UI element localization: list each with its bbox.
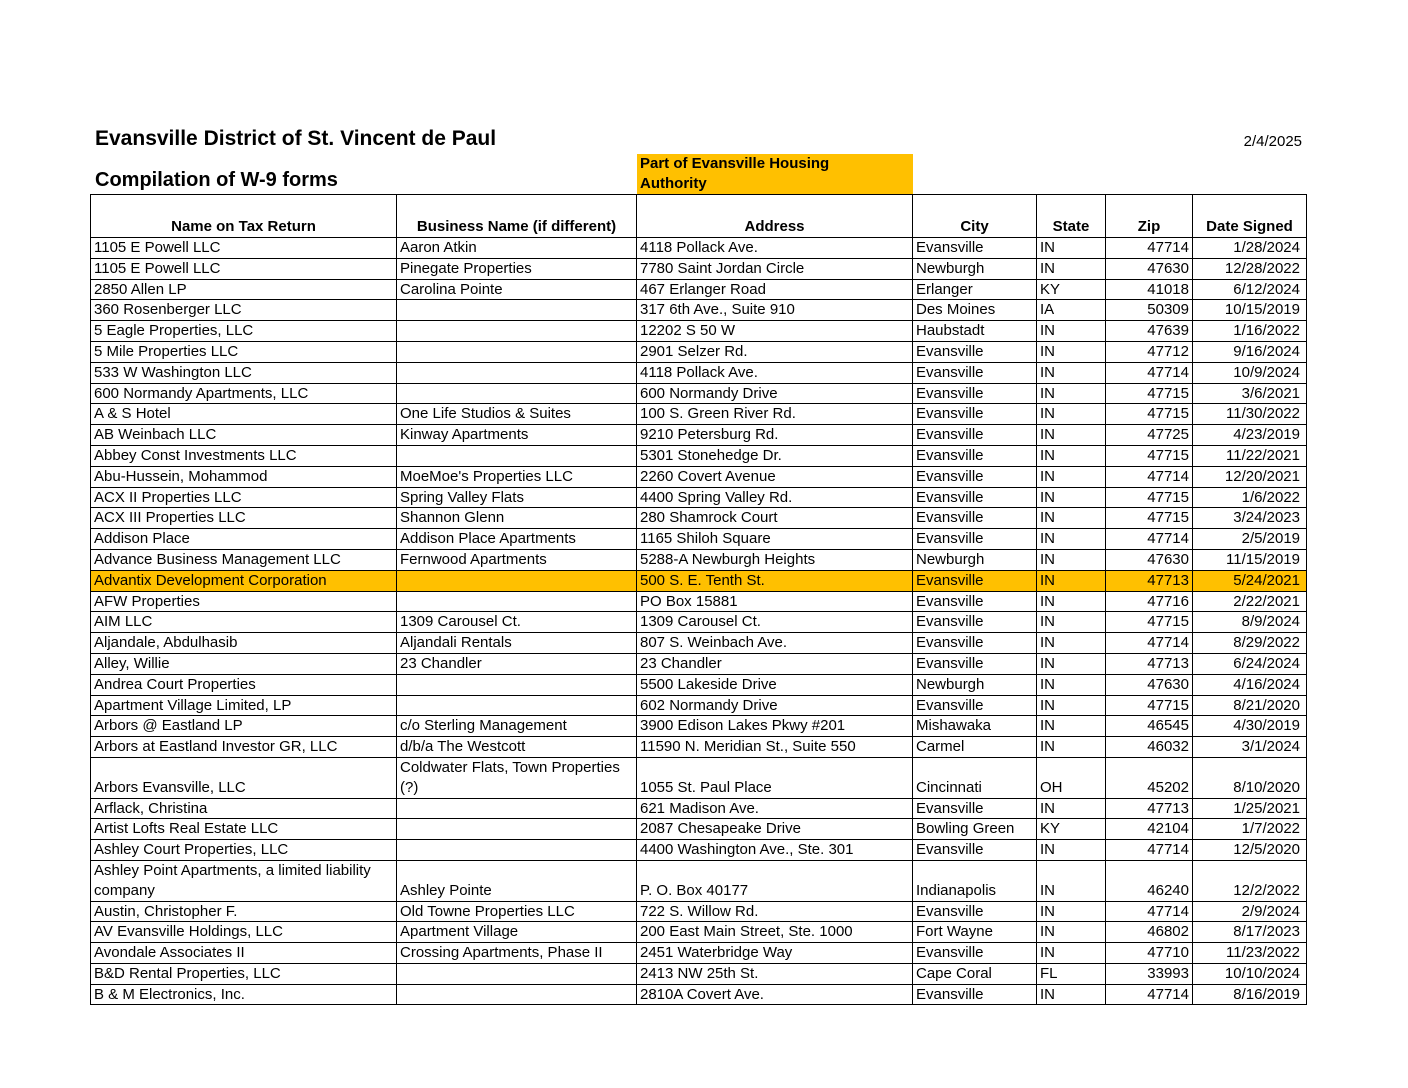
table-row xyxy=(91,840,1307,861)
cell-state: IN xyxy=(1037,984,1106,1005)
cell-name: Advance Business Management LLC xyxy=(91,549,397,570)
cell-address: 2087 Chesapeake Drive xyxy=(637,819,913,840)
housing-authority-note: Part of Evansville Housing Authority xyxy=(637,154,913,194)
cell-zip: 47713 xyxy=(1106,653,1193,674)
w9-table xyxy=(90,194,1307,1005)
cell-state: IN xyxy=(1037,321,1106,342)
cell-date-signed: 12/2/2022 xyxy=(1193,860,1307,901)
cell-date-signed: 4/30/2019 xyxy=(1193,716,1307,737)
cell-name: 5 Eagle Properties, LLC xyxy=(91,321,397,342)
table-row xyxy=(91,466,1307,487)
cell-business-name xyxy=(397,819,637,840)
cell-business-name xyxy=(397,383,637,404)
cell-zip: 47713 xyxy=(1106,570,1193,591)
table-row xyxy=(91,508,1307,529)
cell-business-name xyxy=(397,963,637,984)
cell-state: IN xyxy=(1037,549,1106,570)
cell-zip: 47714 xyxy=(1106,840,1193,861)
table-row xyxy=(91,716,1307,737)
table-row xyxy=(91,591,1307,612)
column-header-city: City xyxy=(913,195,1037,238)
cell-city: Carmel xyxy=(913,737,1037,758)
cell-address: 5288-A Newburgh Heights xyxy=(637,549,913,570)
cell-name: AIM LLC xyxy=(91,612,397,633)
table-row xyxy=(91,860,1307,901)
table-row xyxy=(91,943,1307,964)
report-date: 2/4/2025 xyxy=(1243,133,1302,150)
cell-city: Evansville xyxy=(913,508,1037,529)
cell-city: Fort Wayne xyxy=(913,922,1037,943)
cell-business-name xyxy=(397,674,637,695)
cell-state: KY xyxy=(1037,279,1106,300)
cell-business-name: Spring Valley Flats xyxy=(397,487,637,508)
cell-city: Bowling Green xyxy=(913,819,1037,840)
cell-state: IN xyxy=(1037,633,1106,654)
cell-state: IN xyxy=(1037,445,1106,466)
cell-zip: 46032 xyxy=(1106,737,1193,758)
table-row xyxy=(91,362,1307,383)
cell-zip: 47714 xyxy=(1106,466,1193,487)
column-header-business: Business Name (if different) xyxy=(397,195,637,238)
cell-zip: 47710 xyxy=(1106,943,1193,964)
table-row xyxy=(91,549,1307,570)
cell-city: Newburgh xyxy=(913,674,1037,695)
table-row xyxy=(91,798,1307,819)
cell-name: 600 Normandy Apartments, LLC xyxy=(91,383,397,404)
cell-date-signed: 6/24/2024 xyxy=(1193,653,1307,674)
cell-address: 807 S. Weinbach Ave. xyxy=(637,633,913,654)
cell-date-signed: 12/28/2022 xyxy=(1193,258,1307,279)
cell-business-name xyxy=(397,591,637,612)
cell-business-name: Coldwater Flats, Town Properties (?) xyxy=(397,757,637,798)
cell-address: 722 S. Willow Rd. xyxy=(637,901,913,922)
cell-date-signed: 1/7/2022 xyxy=(1193,819,1307,840)
table-row xyxy=(91,383,1307,404)
cell-business-name xyxy=(397,341,637,362)
cell-business-name: Aaron Atkin xyxy=(397,238,637,259)
table-row xyxy=(91,300,1307,321)
table-row xyxy=(91,487,1307,508)
cell-address: 1309 Carousel Ct. xyxy=(637,612,913,633)
cell-date-signed: 5/24/2021 xyxy=(1193,570,1307,591)
cell-address: 280 Shamrock Court xyxy=(637,508,913,529)
cell-name: Advantix Development Corporation xyxy=(91,570,397,591)
cell-state: IN xyxy=(1037,466,1106,487)
cell-zip: 46802 xyxy=(1106,922,1193,943)
cell-state: IN xyxy=(1037,508,1106,529)
cell-address: 2260 Covert Avenue xyxy=(637,466,913,487)
cell-zip: 45202 xyxy=(1106,757,1193,798)
table-row xyxy=(91,633,1307,654)
cell-city: Haubstadt xyxy=(913,321,1037,342)
cell-date-signed: 3/24/2023 xyxy=(1193,508,1307,529)
cell-business-name xyxy=(397,840,637,861)
cell-date-signed: 1/6/2022 xyxy=(1193,487,1307,508)
cell-address: 317 6th Ave., Suite 910 xyxy=(637,300,913,321)
cell-business-name: d/b/a The Westcott xyxy=(397,737,637,758)
table-row xyxy=(91,612,1307,633)
cell-city: Evansville xyxy=(913,943,1037,964)
cell-zip: 47715 xyxy=(1106,445,1193,466)
cell-date-signed: 2/9/2024 xyxy=(1193,901,1307,922)
cell-address: 2810A Covert Ave. xyxy=(637,984,913,1005)
cell-state: IN xyxy=(1037,425,1106,446)
cell-city: Evansville xyxy=(913,341,1037,362)
cell-state: KY xyxy=(1037,819,1106,840)
cell-name: Abbey Const Investments LLC xyxy=(91,445,397,466)
cell-name: 533 W Washington LLC xyxy=(91,362,397,383)
cell-name: Abu-Hussein, Mohammod xyxy=(91,466,397,487)
cell-city: Newburgh xyxy=(913,258,1037,279)
cell-zip: 47716 xyxy=(1106,591,1193,612)
cell-zip: 47714 xyxy=(1106,238,1193,259)
cell-state: IN xyxy=(1037,383,1106,404)
cell-business-name: Aljandali Rentals xyxy=(397,633,637,654)
cell-city: Newburgh xyxy=(913,549,1037,570)
table-row xyxy=(91,737,1307,758)
cell-state: IN xyxy=(1037,238,1106,259)
cell-city: Evansville xyxy=(913,984,1037,1005)
table-row xyxy=(91,279,1307,300)
column-header-date-signed: Date Signed xyxy=(1193,195,1307,238)
cell-address: 4400 Washington Ave., Ste. 301 xyxy=(637,840,913,861)
cell-city: Evansville xyxy=(913,238,1037,259)
cell-state: IN xyxy=(1037,529,1106,550)
cell-business-name: One Life Studios & Suites xyxy=(397,404,637,425)
cell-date-signed: 11/30/2022 xyxy=(1193,404,1307,425)
cell-date-signed: 2/5/2019 xyxy=(1193,529,1307,550)
cell-name: Ashley Court Properties, LLC xyxy=(91,840,397,861)
cell-name: Addison Place xyxy=(91,529,397,550)
cell-city: Evansville xyxy=(913,362,1037,383)
cell-date-signed: 3/1/2024 xyxy=(1193,737,1307,758)
cell-address: 1055 St. Paul Place xyxy=(637,757,913,798)
cell-name: Aljandale, Abdulhasib xyxy=(91,633,397,654)
cell-city: Evansville xyxy=(913,798,1037,819)
cell-date-signed: 11/23/2022 xyxy=(1193,943,1307,964)
cell-state: FL xyxy=(1037,963,1106,984)
cell-address: 7780 Saint Jordan Circle xyxy=(637,258,913,279)
table-row xyxy=(91,238,1307,259)
cell-address: 467 Erlanger Road xyxy=(637,279,913,300)
cell-business-name xyxy=(397,695,637,716)
cell-business-name: Crossing Apartments, Phase II xyxy=(397,943,637,964)
cell-city: Evansville xyxy=(913,633,1037,654)
cell-city: Evansville xyxy=(913,570,1037,591)
cell-date-signed: 1/28/2024 xyxy=(1193,238,1307,259)
cell-city: Cincinnati xyxy=(913,757,1037,798)
cell-address: 200 East Main Street, Ste. 1000 xyxy=(637,922,913,943)
cell-business-name xyxy=(397,798,637,819)
cell-date-signed: 1/16/2022 xyxy=(1193,321,1307,342)
cell-name: ACX II Properties LLC xyxy=(91,487,397,508)
table-row xyxy=(91,425,1307,446)
cell-name: AV Evansville Holdings, LLC xyxy=(91,922,397,943)
cell-name: Arflack, Christina xyxy=(91,798,397,819)
cell-business-name: c/o Sterling Management xyxy=(397,716,637,737)
cell-name: 1105 E Powell LLC xyxy=(91,258,397,279)
cell-name: AB Weinbach LLC xyxy=(91,425,397,446)
cell-city: Evansville xyxy=(913,487,1037,508)
cell-date-signed: 2/22/2021 xyxy=(1193,591,1307,612)
cell-name: A & S Hotel xyxy=(91,404,397,425)
cell-address: 2901 Selzer Rd. xyxy=(637,341,913,362)
cell-business-name xyxy=(397,300,637,321)
cell-address: 100 S. Green River Rd. xyxy=(637,404,913,425)
cell-date-signed: 10/10/2024 xyxy=(1193,963,1307,984)
cell-date-signed: 8/17/2023 xyxy=(1193,922,1307,943)
cell-business-name: Shannon Glenn xyxy=(397,508,637,529)
cell-city: Evansville xyxy=(913,466,1037,487)
cell-business-name: Fernwood Apartments xyxy=(397,549,637,570)
cell-zip: 47714 xyxy=(1106,529,1193,550)
cell-zip: 50309 xyxy=(1106,300,1193,321)
cell-zip: 47715 xyxy=(1106,612,1193,633)
cell-state: IN xyxy=(1037,716,1106,737)
cell-business-name: Ashley Pointe xyxy=(397,860,637,901)
cell-name: Avondale Associates II xyxy=(91,943,397,964)
cell-state: IN xyxy=(1037,922,1106,943)
cell-business-name: Kinway Apartments xyxy=(397,425,637,446)
cell-business-name: Pinegate Properties xyxy=(397,258,637,279)
cell-business-name: 1309 Carousel Ct. xyxy=(397,612,637,633)
cell-state: OH xyxy=(1037,757,1106,798)
cell-zip: 47630 xyxy=(1106,549,1193,570)
cell-zip: 46545 xyxy=(1106,716,1193,737)
cell-name: Arbors at Eastland Investor GR, LLC xyxy=(91,737,397,758)
cell-address: 500 S. E. Tenth St. xyxy=(637,570,913,591)
cell-address: 5301 Stonehedge Dr. xyxy=(637,445,913,466)
cell-name: B & M Electronics, Inc. xyxy=(91,984,397,1005)
cell-date-signed: 8/10/2020 xyxy=(1193,757,1307,798)
cell-business-name: 23 Chandler xyxy=(397,653,637,674)
cell-city: Evansville xyxy=(913,445,1037,466)
cell-zip: 42104 xyxy=(1106,819,1193,840)
table-row xyxy=(91,321,1307,342)
cell-zip: 47712 xyxy=(1106,341,1193,362)
table-row xyxy=(91,922,1307,943)
cell-state: IN xyxy=(1037,798,1106,819)
cell-city: Evansville xyxy=(913,612,1037,633)
cell-zip: 47725 xyxy=(1106,425,1193,446)
cell-zip: 47639 xyxy=(1106,321,1193,342)
cell-city: Evansville xyxy=(913,383,1037,404)
cell-name: 2850 Allen LP xyxy=(91,279,397,300)
cell-city: Evansville xyxy=(913,425,1037,446)
cell-zip: 47630 xyxy=(1106,258,1193,279)
cell-address: P. O. Box 40177 xyxy=(637,860,913,901)
cell-city: Evansville xyxy=(913,404,1037,425)
cell-address: 621 Madison Ave. xyxy=(637,798,913,819)
cell-zip: 47630 xyxy=(1106,674,1193,695)
cell-zip: 47714 xyxy=(1106,633,1193,654)
cell-state: IN xyxy=(1037,653,1106,674)
cell-name: Andrea Court Properties xyxy=(91,674,397,695)
cell-address: PO Box 15881 xyxy=(637,591,913,612)
cell-address: 4118 Pollack Ave. xyxy=(637,238,913,259)
cell-business-name: Old Towne Properties LLC xyxy=(397,901,637,922)
cell-zip: 33993 xyxy=(1106,963,1193,984)
cell-address: 4118 Pollack Ave. xyxy=(637,362,913,383)
cell-city: Evansville xyxy=(913,529,1037,550)
table-row xyxy=(91,757,1307,798)
cell-address: 23 Chandler xyxy=(637,653,913,674)
cell-date-signed: 8/21/2020 xyxy=(1193,695,1307,716)
cell-state: IN xyxy=(1037,341,1106,362)
cell-name: Arbors Evansville, LLC xyxy=(91,757,397,798)
page-subtitle: Compilation of W-9 forms xyxy=(95,169,338,191)
cell-date-signed: 11/22/2021 xyxy=(1193,445,1307,466)
cell-address: 1165 Shiloh Square xyxy=(637,529,913,550)
cell-name: Ashley Point Apartments, a limited liability company xyxy=(91,860,397,901)
table-row xyxy=(91,404,1307,425)
cell-address: 12202 S 50 W xyxy=(637,321,913,342)
cell-name: AFW Properties xyxy=(91,591,397,612)
cell-state: IN xyxy=(1037,612,1106,633)
cell-address: 2413 NW 25th St. xyxy=(637,963,913,984)
cell-date-signed: 10/9/2024 xyxy=(1193,362,1307,383)
cell-business-name xyxy=(397,362,637,383)
table-row xyxy=(91,258,1307,279)
cell-zip: 46240 xyxy=(1106,860,1193,901)
cell-date-signed: 8/29/2022 xyxy=(1193,633,1307,654)
cell-name: Artist Lofts Real Estate LLC xyxy=(91,819,397,840)
cell-name: Apartment Village Limited, LP xyxy=(91,695,397,716)
cell-state: IA xyxy=(1037,300,1106,321)
cell-state: IN xyxy=(1037,258,1106,279)
cell-city: Evansville xyxy=(913,653,1037,674)
cell-date-signed: 4/16/2024 xyxy=(1193,674,1307,695)
cell-zip: 47715 xyxy=(1106,404,1193,425)
cell-zip: 41018 xyxy=(1106,279,1193,300)
cell-business-name: Apartment Village xyxy=(397,922,637,943)
cell-city: Mishawaka xyxy=(913,716,1037,737)
column-header-name: Name on Tax Return xyxy=(91,195,397,238)
cell-zip: 47715 xyxy=(1106,508,1193,529)
cell-address: 5500 Lakeside Drive xyxy=(637,674,913,695)
cell-date-signed: 4/23/2019 xyxy=(1193,425,1307,446)
cell-city: Indianapolis xyxy=(913,860,1037,901)
cell-zip: 47714 xyxy=(1106,362,1193,383)
cell-state: IN xyxy=(1037,674,1106,695)
cell-state: IN xyxy=(1037,570,1106,591)
cell-date-signed: 3/6/2021 xyxy=(1193,383,1307,404)
cell-state: IN xyxy=(1037,737,1106,758)
cell-date-signed: 12/20/2021 xyxy=(1193,466,1307,487)
cell-state: IN xyxy=(1037,591,1106,612)
cell-address: 9210 Petersburg Rd. xyxy=(637,425,913,446)
cell-state: IN xyxy=(1037,901,1106,922)
cell-name: Arbors @ Eastland LP xyxy=(91,716,397,737)
cell-name: Alley, Willie xyxy=(91,653,397,674)
table-header-row xyxy=(91,195,1307,238)
cell-address: 3900 Edison Lakes Pkwy #201 xyxy=(637,716,913,737)
cell-address: 11590 N. Meridian St., Suite 550 xyxy=(637,737,913,758)
cell-date-signed: 9/16/2024 xyxy=(1193,341,1307,362)
cell-zip: 47714 xyxy=(1106,901,1193,922)
cell-state: IN xyxy=(1037,487,1106,508)
table-row xyxy=(91,963,1307,984)
cell-date-signed: 8/9/2024 xyxy=(1193,612,1307,633)
cell-date-signed: 6/12/2024 xyxy=(1193,279,1307,300)
table-row xyxy=(91,901,1307,922)
cell-name: ACX III Properties LLC xyxy=(91,508,397,529)
table-row xyxy=(91,341,1307,362)
table-row xyxy=(91,653,1307,674)
table-row xyxy=(91,819,1307,840)
cell-name: 360 Rosenberger LLC xyxy=(91,300,397,321)
cell-name: 5 Mile Properties LLC xyxy=(91,341,397,362)
cell-zip: 47715 xyxy=(1106,487,1193,508)
table-row xyxy=(91,695,1307,716)
cell-zip: 47715 xyxy=(1106,383,1193,404)
cell-business-name: Carolina Pointe xyxy=(397,279,637,300)
table-row xyxy=(91,445,1307,466)
cell-date-signed: 12/5/2020 xyxy=(1193,840,1307,861)
column-header-state: State xyxy=(1037,195,1106,238)
cell-business-name: MoeMoe's Properties LLC xyxy=(397,466,637,487)
cell-date-signed: 11/15/2019 xyxy=(1193,549,1307,570)
cell-business-name xyxy=(397,984,637,1005)
table-row xyxy=(91,570,1307,591)
cell-name: Austin, Christopher F. xyxy=(91,901,397,922)
cell-city: Evansville xyxy=(913,901,1037,922)
cell-business-name: Addison Place Apartments xyxy=(397,529,637,550)
cell-city: Evansville xyxy=(913,840,1037,861)
cell-business-name xyxy=(397,445,637,466)
cell-date-signed: 1/25/2021 xyxy=(1193,798,1307,819)
cell-name: 1105 E Powell LLC xyxy=(91,238,397,259)
cell-state: IN xyxy=(1037,943,1106,964)
cell-address: 602 Normandy Drive xyxy=(637,695,913,716)
cell-address: 600 Normandy Drive xyxy=(637,383,913,404)
cell-city: Des Moines xyxy=(913,300,1037,321)
cell-city: Cape Coral xyxy=(913,963,1037,984)
cell-zip: 47713 xyxy=(1106,798,1193,819)
cell-city: Erlanger xyxy=(913,279,1037,300)
column-header-zip: Zip xyxy=(1106,195,1193,238)
cell-business-name xyxy=(397,570,637,591)
page-title: Evansville District of St. Vincent de Paul xyxy=(95,127,497,150)
table-row xyxy=(91,674,1307,695)
cell-name: B&D Rental Properties, LLC xyxy=(91,963,397,984)
cell-state: IN xyxy=(1037,860,1106,901)
cell-date-signed: 8/16/2019 xyxy=(1193,984,1307,1005)
cell-state: IN xyxy=(1037,695,1106,716)
cell-state: IN xyxy=(1037,404,1106,425)
cell-zip: 47714 xyxy=(1106,984,1193,1005)
cell-city: Evansville xyxy=(913,591,1037,612)
cell-business-name xyxy=(397,321,637,342)
table-row xyxy=(91,984,1307,1005)
cell-address: 2451 Waterbridge Way xyxy=(637,943,913,964)
cell-state: IN xyxy=(1037,840,1106,861)
table-row xyxy=(91,529,1307,550)
cell-address: 4400 Spring Valley Rd. xyxy=(637,487,913,508)
cell-zip: 47715 xyxy=(1106,695,1193,716)
column-header-address: Address xyxy=(637,195,913,238)
cell-state: IN xyxy=(1037,362,1106,383)
cell-city: Evansville xyxy=(913,695,1037,716)
cell-date-signed: 10/15/2019 xyxy=(1193,300,1307,321)
